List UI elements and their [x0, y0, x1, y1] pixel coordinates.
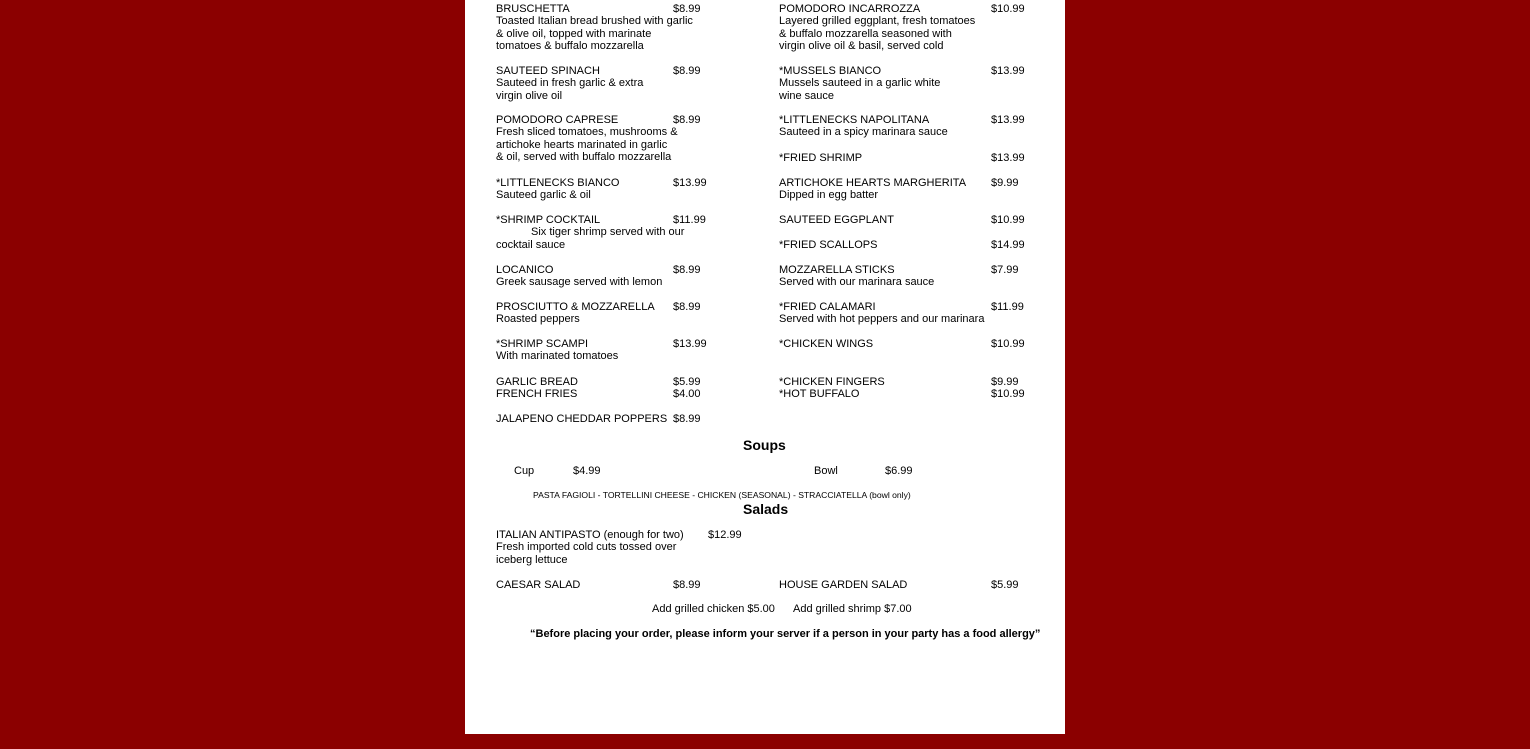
appetizer-description-line: & oil, served with buffalo mozzarella	[496, 151, 672, 164]
appetizer-name-fried-shrimp: *FRIED SHRIMP	[779, 152, 863, 164]
appetizer-name-garlic-bread: GARLIC BREAD	[496, 376, 578, 388]
appetizer-price-littlenecks-napolitana: $13.99	[991, 114, 1025, 126]
appetizer-name-jalapeno-cheddar-poppers: JALAPENO CHEDDAR POPPERS	[496, 413, 668, 425]
appetizer-price-prosciutto-mozzarella: $8.99	[673, 301, 701, 313]
appetizer-description-line: Roasted peppers	[496, 313, 580, 326]
appetizer-price-sauteed-spinach: $8.99	[673, 65, 701, 77]
appetizer-name-prosciutto-mozzarella: PROSCIUTTO & MOZZARELLA	[496, 301, 655, 313]
salad-description-line: Fresh imported cold cuts tossed over	[496, 541, 677, 554]
appetizer-description-line: virgin olive oil & basil, served cold	[779, 40, 944, 53]
appetizer-description-line: virgin olive oil	[496, 89, 563, 102]
salad-description-line: iceberg lettuce	[496, 553, 568, 566]
soup-cup-label: Cup	[514, 465, 535, 477]
appetizer-description-line: Dipped in egg batter	[779, 189, 879, 202]
appetizer-price-mussels-bianco: $13.99	[991, 65, 1025, 77]
appetizer-description-line: Greek sausage served with lemon	[496, 276, 663, 289]
appetizer-name-fried-scallops: *FRIED SCALLOPS	[779, 239, 878, 251]
appetizer-price-sauteed-eggplant: $10.99	[991, 214, 1025, 226]
salad-price-italian-antipasto-enough-for-two: $12.99	[708, 529, 742, 541]
appetizer-name-shrimp-cocktail: *SHRIMP COCKTAIL	[496, 214, 601, 226]
appetizer-price-artichoke-hearts-margherita: $9.99	[991, 177, 1019, 189]
appetizer-price-chicken-fingers: $9.99	[991, 376, 1019, 388]
soups-heading: Soups	[743, 437, 786, 453]
appetizer-price-mozzarella-sticks: $7.99	[991, 264, 1019, 276]
appetizer-name-hot-buffalo: *HOT BUFFALO	[779, 388, 860, 400]
appetizer-description-line: cocktail sauce	[496, 238, 566, 251]
appetizer-name-locanico: LOCANICO	[496, 264, 554, 276]
addon-grilled-chicken: Add grilled chicken $5.00	[652, 603, 775, 615]
appetizer-name-sauteed-eggplant: SAUTEED EGGPLANT	[779, 214, 894, 226]
soup-bowl-price: $6.99	[885, 465, 913, 477]
appetizer-description-line: Toasted Italian bread brushed with garlic	[496, 15, 693, 28]
salad-name-caesar-salad: CAESAR SALAD	[496, 579, 581, 591]
appetizer-name-shrimp-scampi: *SHRIMP SCAMPI	[496, 338, 589, 350]
appetizer-name-littlenecks-bianco: *LITTLENECKS BIANCO	[496, 177, 620, 189]
appetizer-name-pomodoro-incarrozza: POMODORO INCARROZZA	[779, 3, 921, 15]
appetizer-name-littlenecks-napolitana: *LITTLENECKS NAPOLITANA	[779, 114, 930, 126]
appetizer-description-line: Sauteed in fresh garlic & extra	[496, 77, 644, 90]
appetizer-price-fried-shrimp: $13.99	[991, 152, 1025, 164]
salad-price-house-garden-salad: $5.99	[991, 579, 1019, 591]
appetizer-price-chicken-wings: $10.99	[991, 338, 1025, 350]
appetizer-price-garlic-bread: $5.99	[673, 376, 701, 388]
appetizer-description-line: wine sauce	[779, 89, 835, 102]
appetizer-name-chicken-wings: *CHICKEN WINGS	[779, 338, 874, 350]
appetizer-description-line: Served with hot peppers and our marinara	[779, 313, 985, 326]
appetizer-price-bruschetta: $8.99	[673, 3, 701, 15]
appetizer-name-sauteed-spinach: SAUTEED SPINACH	[496, 65, 600, 77]
appetizer-name-fried-calamari: *FRIED CALAMARI	[779, 301, 876, 313]
menu-page	[465, 0, 1065, 734]
appetizer-price-littlenecks-bianco: $13.99	[673, 177, 707, 189]
appetizer-price-fried-calamari: $11.99	[991, 301, 1024, 313]
appetizer-description-line: artichoke hearts marinated in garlic	[496, 138, 668, 151]
appetizer-description-line: Layered grilled eggplant, fresh tomatoes	[779, 15, 976, 28]
appetizer-price-french-fries: $4.00	[673, 388, 701, 400]
appetizer-price-locanico: $8.99	[673, 264, 701, 276]
appetizer-description-line: Fresh sliced tomatoes, mushrooms &	[496, 126, 678, 139]
soup-cup-price: $4.99	[573, 465, 601, 477]
appetizer-name-pomodoro-caprese: POMODORO CAPRESE	[496, 114, 619, 126]
appetizer-description-line: Sauteed in a spicy marinara sauce	[779, 126, 948, 139]
addon-grilled-shrimp: Add grilled shrimp $7.00	[793, 603, 912, 615]
appetizer-description-line: tomatoes & buffalo mozzarella	[496, 40, 644, 53]
appetizer-description-line: Six tiger shrimp served with our	[531, 226, 685, 239]
salad-price-caesar-salad: $8.99	[673, 579, 701, 591]
appetizer-description-line: With marinated tomatoes	[496, 350, 619, 363]
appetizer-price-pomodoro-incarrozza: $10.99	[991, 3, 1025, 15]
appetizer-name-bruschetta: BRUSCHETTA	[496, 3, 570, 15]
appetizer-price-hot-buffalo: $10.99	[991, 388, 1025, 400]
soup-bowl-label: Bowl	[814, 465, 838, 477]
soup-varieties: PASTA FAGIOLI - TORTELLINI CHEESE - CHICKEN (SEASONAL) - STRACCIATELLA (bowl only)	[533, 490, 911, 500]
salad-name-italian-antipasto-enough-for-two: ITALIAN ANTIPASTO (enough for two)	[496, 529, 684, 541]
appetizer-description-line: Served with our marinara sauce	[779, 276, 935, 289]
appetizer-name-artichoke-hearts-margherita: ARTICHOKE HEARTS MARGHERITA	[779, 177, 967, 189]
appetizer-price-pomodoro-caprese: $8.99	[673, 114, 701, 126]
appetizer-description-line: & olive oil, topped with marinate	[496, 27, 652, 40]
appetizer-price-jalapeno-cheddar-poppers: $8.99	[673, 413, 701, 425]
salads-heading: Salads	[743, 501, 789, 517]
salad-name-house-garden-salad: HOUSE GARDEN SALAD	[779, 579, 908, 591]
appetizer-price-shrimp-cocktail: $11.99	[673, 214, 706, 226]
appetizer-name-mussels-bianco: *MUSSELS BIANCO	[779, 65, 882, 77]
appetizer-price-fried-scallops: $14.99	[991, 239, 1025, 251]
appetizer-description-line: Sauteed garlic & oil	[496, 189, 591, 202]
allergy-notice: “Before placing your order, please inform your server if a person in your party has a food allergy”	[530, 628, 1041, 640]
appetizer-name-chicken-fingers: *CHICKEN FINGERS	[779, 376, 885, 388]
appetizer-name-mozzarella-sticks: MOZZARELLA STICKS	[779, 264, 895, 276]
appetizer-description-line: Mussels sauteed in a garlic white	[779, 77, 941, 90]
appetizer-price-shrimp-scampi: $13.99	[673, 338, 707, 350]
appetizer-description-line: & buffalo mozzarella seasoned with	[779, 27, 952, 40]
appetizer-name-french-fries: FRENCH FRIES	[496, 388, 578, 400]
